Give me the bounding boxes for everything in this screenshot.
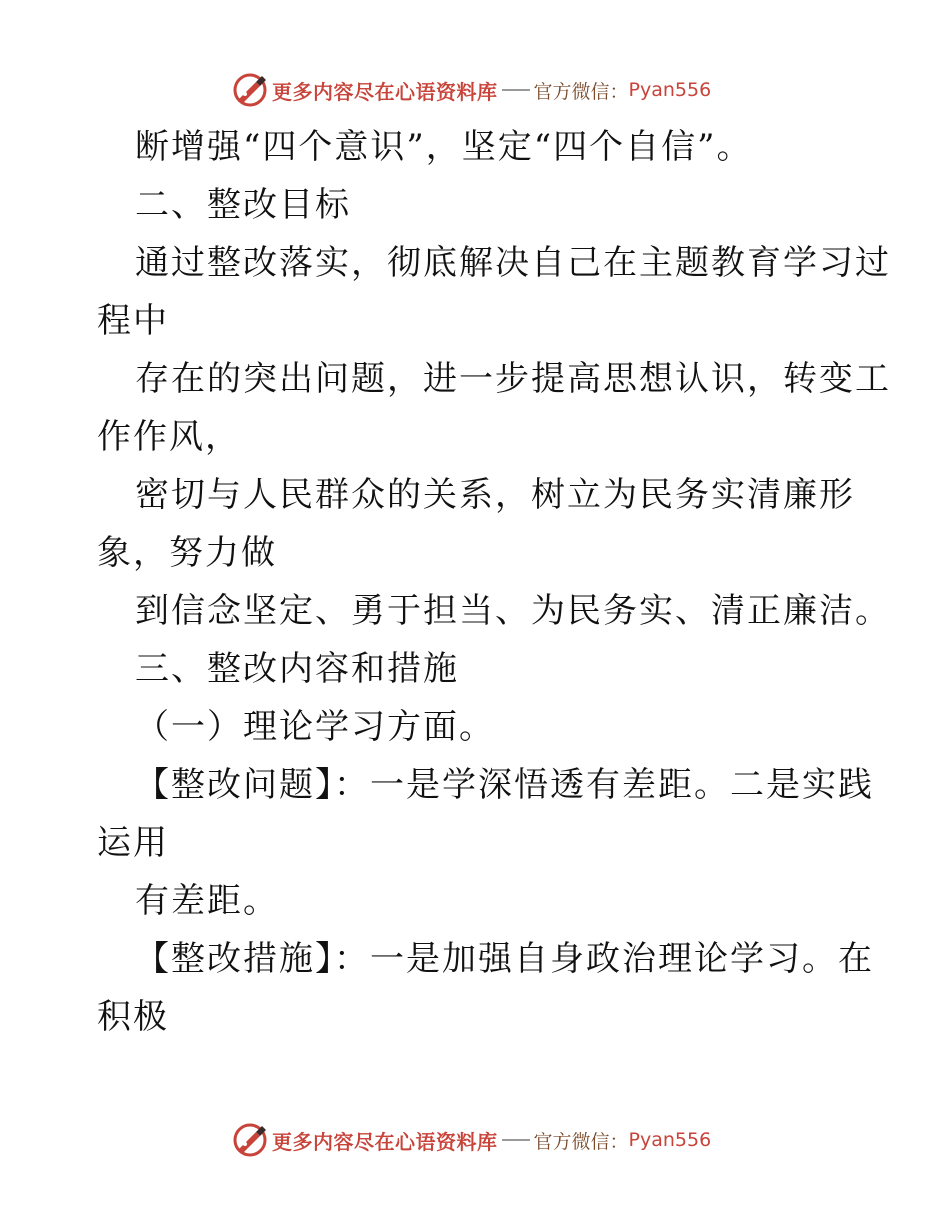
section-heading-measures: 三、整改内容和措施 — [135, 649, 459, 689]
footer-banner — [232, 1120, 752, 1160]
body-line: 密切与人民群众的关系，树立为民务实清廉形 — [135, 475, 855, 515]
footer-banner-text: 更多内容尽在心语资料库 — [272, 1129, 498, 1154]
body-line: 【整改措施】：一是加强自身政治理论学习。在 — [135, 939, 874, 979]
pen-logo-icon — [232, 72, 268, 108]
body-line: 象，努力做 — [97, 533, 277, 573]
body-line: 断增强“四个意识”，坚定“四个自信”。 — [135, 127, 753, 167]
subsection-heading-theory: （一）理论学习方面。 — [135, 707, 495, 747]
body-line: 存在的突出问题，进一步提高思想认识，转变工 — [135, 359, 891, 399]
body-line: 程中 — [97, 301, 169, 341]
header-wechat-id: Pyan556 — [628, 79, 712, 101]
header-banner — [232, 70, 752, 110]
body-line: 通过整改落实，彻底解决自己在主题教育学习过 — [135, 243, 891, 283]
footer-banner-dash — [502, 1139, 530, 1141]
section-heading-goals: 二、整改目标 — [135, 185, 351, 225]
body-line: 运用 — [97, 823, 169, 863]
document-body — [97, 118, 891, 1046]
body-line: 积极 — [97, 997, 169, 1037]
pen-logo-icon — [232, 1122, 268, 1158]
body-line: 到信念坚定、勇于担当、为民务实、清正廉洁。 — [135, 591, 891, 631]
footer-wechat-id: Pyan556 — [628, 1129, 712, 1151]
header-wechat-label: 官方微信： — [533, 80, 629, 103]
footer-wechat-label: 官方微信： — [533, 1130, 629, 1153]
body-line: 【整改问题】：一是学深悟透有差距。二是实践 — [135, 765, 874, 805]
body-line: 有差距。 — [135, 881, 279, 921]
body-line: 作作风， — [97, 417, 241, 457]
header-banner-dash — [502, 89, 530, 91]
header-banner-text: 更多内容尽在心语资料库 — [272, 79, 498, 104]
